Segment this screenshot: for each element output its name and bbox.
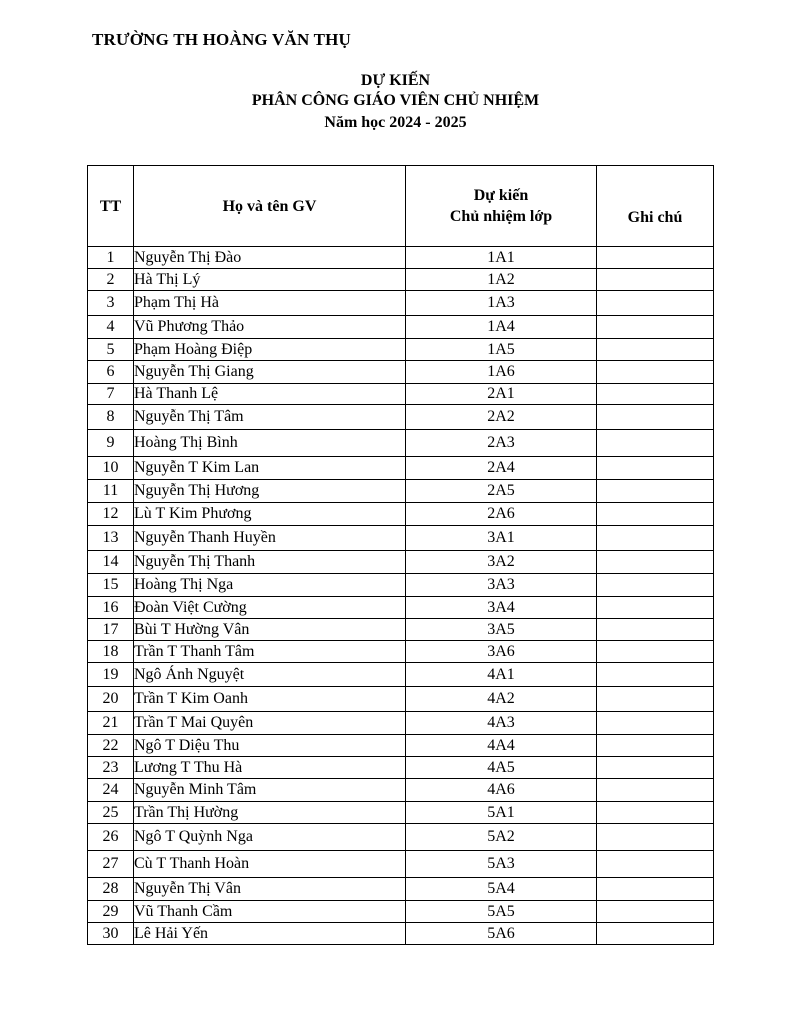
teacher-name: Nguyễn Thị Vân	[134, 878, 406, 901]
class-name: 5A2	[406, 824, 597, 851]
class-name: 5A4	[406, 878, 597, 901]
table-row	[88, 316, 714, 339]
class-name: 3A3	[406, 574, 597, 597]
table-row	[88, 503, 714, 526]
row-number: 22	[88, 735, 134, 757]
teacher-name: Hoàng Thị Bình	[134, 430, 406, 457]
note-cell	[597, 480, 714, 503]
row-number: 15	[88, 574, 134, 597]
header-class-line2: Chủ nhiệm lớp	[449, 208, 553, 225]
teacher-name: Hà Thị Lý	[134, 269, 406, 291]
table-row	[88, 597, 714, 619]
row-number: 5	[88, 339, 134, 361]
row-number: 16	[88, 597, 134, 619]
table-row	[88, 480, 714, 503]
note-cell	[597, 802, 714, 824]
table-row	[88, 901, 714, 923]
class-name: 3A2	[406, 551, 597, 574]
header-class	[406, 166, 597, 247]
row-number: 25	[88, 802, 134, 824]
row-number: 19	[88, 663, 134, 687]
class-name: 3A1	[406, 526, 597, 551]
note-cell	[597, 574, 714, 597]
row-number: 28	[88, 878, 134, 901]
teacher-name: Nguyễn Thị Giang	[134, 361, 406, 384]
row-number: 12	[88, 503, 134, 526]
teacher-name: Ngô T Quỳnh Nga	[134, 824, 406, 851]
table-row	[88, 339, 714, 361]
row-number: 18	[88, 641, 134, 663]
note-cell	[597, 712, 714, 735]
class-name: 1A3	[406, 291, 597, 316]
table-header-row	[88, 166, 714, 247]
row-number: 29	[88, 901, 134, 923]
class-name: 3A5	[406, 619, 597, 641]
school-year: Năm học 2024 - 2025	[324, 114, 467, 131]
header-class-line1: Dự kiến	[473, 187, 529, 204]
teacher-name: Nguyễn Thị Thanh	[134, 551, 406, 574]
note-cell	[597, 597, 714, 619]
row-number: 20	[88, 687, 134, 712]
note-cell	[597, 923, 714, 945]
teacher-name: Trần T Mai Quyên	[134, 712, 406, 735]
teacher-name: Nguyễn T Kim Lan	[134, 457, 406, 480]
teacher-name: Nguyễn Thị Đào	[134, 247, 406, 269]
table-row	[88, 735, 714, 757]
teacher-name: Ngô Ánh Nguyệt	[134, 663, 406, 687]
note-cell	[597, 619, 714, 641]
table-row	[88, 687, 714, 712]
note-cell	[597, 361, 714, 384]
note-cell	[597, 878, 714, 901]
teacher-name: Nguyễn Minh Tâm	[134, 779, 406, 802]
row-number: 3	[88, 291, 134, 316]
row-number: 23	[88, 757, 134, 779]
row-number: 30	[88, 923, 134, 945]
row-number: 4	[88, 316, 134, 339]
teacher-name: Hà Thanh Lệ	[134, 384, 406, 405]
note-cell	[597, 851, 714, 878]
note-cell	[597, 824, 714, 851]
school-name: TRƯỜNG TH HOÀNG VĂN THỤ	[92, 30, 352, 49]
note-cell	[597, 526, 714, 551]
class-name: 3A6	[406, 641, 597, 663]
row-number: 2	[88, 269, 134, 291]
table-row	[88, 802, 714, 824]
document-subtitle: PHÂN CÔNG GIÁO VIÊN CHỦ NHIỆM	[251, 92, 540, 109]
class-name: 4A4	[406, 735, 597, 757]
class-name: 4A1	[406, 663, 597, 687]
table-row	[88, 430, 714, 457]
class-name: 4A2	[406, 687, 597, 712]
row-number: 26	[88, 824, 134, 851]
row-number: 10	[88, 457, 134, 480]
header-note: Ghi chú	[597, 166, 714, 247]
note-cell	[597, 503, 714, 526]
note-cell	[597, 779, 714, 802]
row-number: 17	[88, 619, 134, 641]
note-cell	[597, 735, 714, 757]
note-cell	[597, 384, 714, 405]
note-cell	[597, 641, 714, 663]
table-row	[88, 361, 714, 384]
table-row	[88, 824, 714, 851]
table-row	[88, 851, 714, 878]
header-tt: TT	[88, 166, 134, 247]
class-name: 2A3	[406, 430, 597, 457]
class-name: 2A1	[406, 384, 597, 405]
table-row	[88, 779, 714, 802]
teacher-name: Bùi T Hường Vân	[134, 619, 406, 641]
row-number: 24	[88, 779, 134, 802]
row-number: 21	[88, 712, 134, 735]
teacher-name: Lù T Kim Phương	[134, 503, 406, 526]
class-name: 5A5	[406, 901, 597, 923]
row-number: 9	[88, 430, 134, 457]
table-row	[88, 878, 714, 901]
note-cell	[597, 291, 714, 316]
table-row	[88, 641, 714, 663]
table-row	[88, 405, 714, 430]
note-cell	[597, 247, 714, 269]
class-name: 5A3	[406, 851, 597, 878]
row-number: 1	[88, 247, 134, 269]
note-cell	[597, 457, 714, 480]
row-number: 11	[88, 480, 134, 503]
teacher-name: Trần T Thanh Tâm	[134, 641, 406, 663]
class-name: 1A6	[406, 361, 597, 384]
teacher-name: Nguyễn Thị Tâm	[134, 405, 406, 430]
table-row	[88, 757, 714, 779]
teacher-name: Vũ Thanh Cầm	[134, 901, 406, 923]
class-name: 1A2	[406, 269, 597, 291]
note-cell	[597, 757, 714, 779]
teacher-name: Nguyễn Thị Hương	[134, 480, 406, 503]
teacher-name: Lê Hải Yến	[134, 923, 406, 945]
class-name: 2A4	[406, 457, 597, 480]
class-name: 5A1	[406, 802, 597, 824]
teacher-name: Lương T Thu Hà	[134, 757, 406, 779]
document-title: DỰ KIẾN	[360, 72, 431, 89]
table-row	[88, 247, 714, 269]
row-number: 13	[88, 526, 134, 551]
table-row	[88, 551, 714, 574]
row-number: 6	[88, 361, 134, 384]
row-number: 8	[88, 405, 134, 430]
note-cell	[597, 551, 714, 574]
note-cell	[597, 687, 714, 712]
note-cell	[597, 430, 714, 457]
class-name: 5A6	[406, 923, 597, 945]
teacher-name: Trần Thị Hường	[134, 802, 406, 824]
table-row	[88, 923, 714, 945]
class-name: 1A1	[406, 247, 597, 269]
table-row	[88, 457, 714, 480]
class-name: 2A6	[406, 503, 597, 526]
header-teacher-name: Họ và tên GV	[134, 166, 406, 247]
table-row	[88, 384, 714, 405]
note-cell	[597, 901, 714, 923]
teacher-name: Trần T Kim Oanh	[134, 687, 406, 712]
teacher-name: Cù T Thanh Hoàn	[134, 851, 406, 878]
class-name: 2A2	[406, 405, 597, 430]
class-name: 4A6	[406, 779, 597, 802]
teacher-name: Phạm Thị Hà	[134, 291, 406, 316]
table-row	[88, 574, 714, 597]
table-row	[88, 526, 714, 551]
assignment-table	[87, 165, 714, 945]
class-name: 1A4	[406, 316, 597, 339]
row-number: 27	[88, 851, 134, 878]
table-body	[88, 247, 714, 945]
note-cell	[597, 405, 714, 430]
teacher-name: Đoàn Việt Cường	[134, 597, 406, 619]
table-row	[88, 619, 714, 641]
table-row	[88, 269, 714, 291]
note-cell	[597, 316, 714, 339]
class-name: 4A3	[406, 712, 597, 735]
class-name: 4A5	[406, 757, 597, 779]
class-name: 3A4	[406, 597, 597, 619]
teacher-name: Ngô T Diệu Thu	[134, 735, 406, 757]
teacher-name: Phạm Hoàng Điệp	[134, 339, 406, 361]
note-cell	[597, 339, 714, 361]
note-cell	[597, 269, 714, 291]
teacher-name: Vũ Phương Thảo	[134, 316, 406, 339]
note-cell	[597, 663, 714, 687]
class-name: 2A5	[406, 480, 597, 503]
row-number: 14	[88, 551, 134, 574]
table-row	[88, 663, 714, 687]
teacher-name: Hoàng Thị Nga	[134, 574, 406, 597]
row-number: 7	[88, 384, 134, 405]
class-name: 1A5	[406, 339, 597, 361]
table-row	[88, 291, 714, 316]
table-row	[88, 712, 714, 735]
teacher-name: Nguyễn Thanh Huyền	[134, 526, 406, 551]
